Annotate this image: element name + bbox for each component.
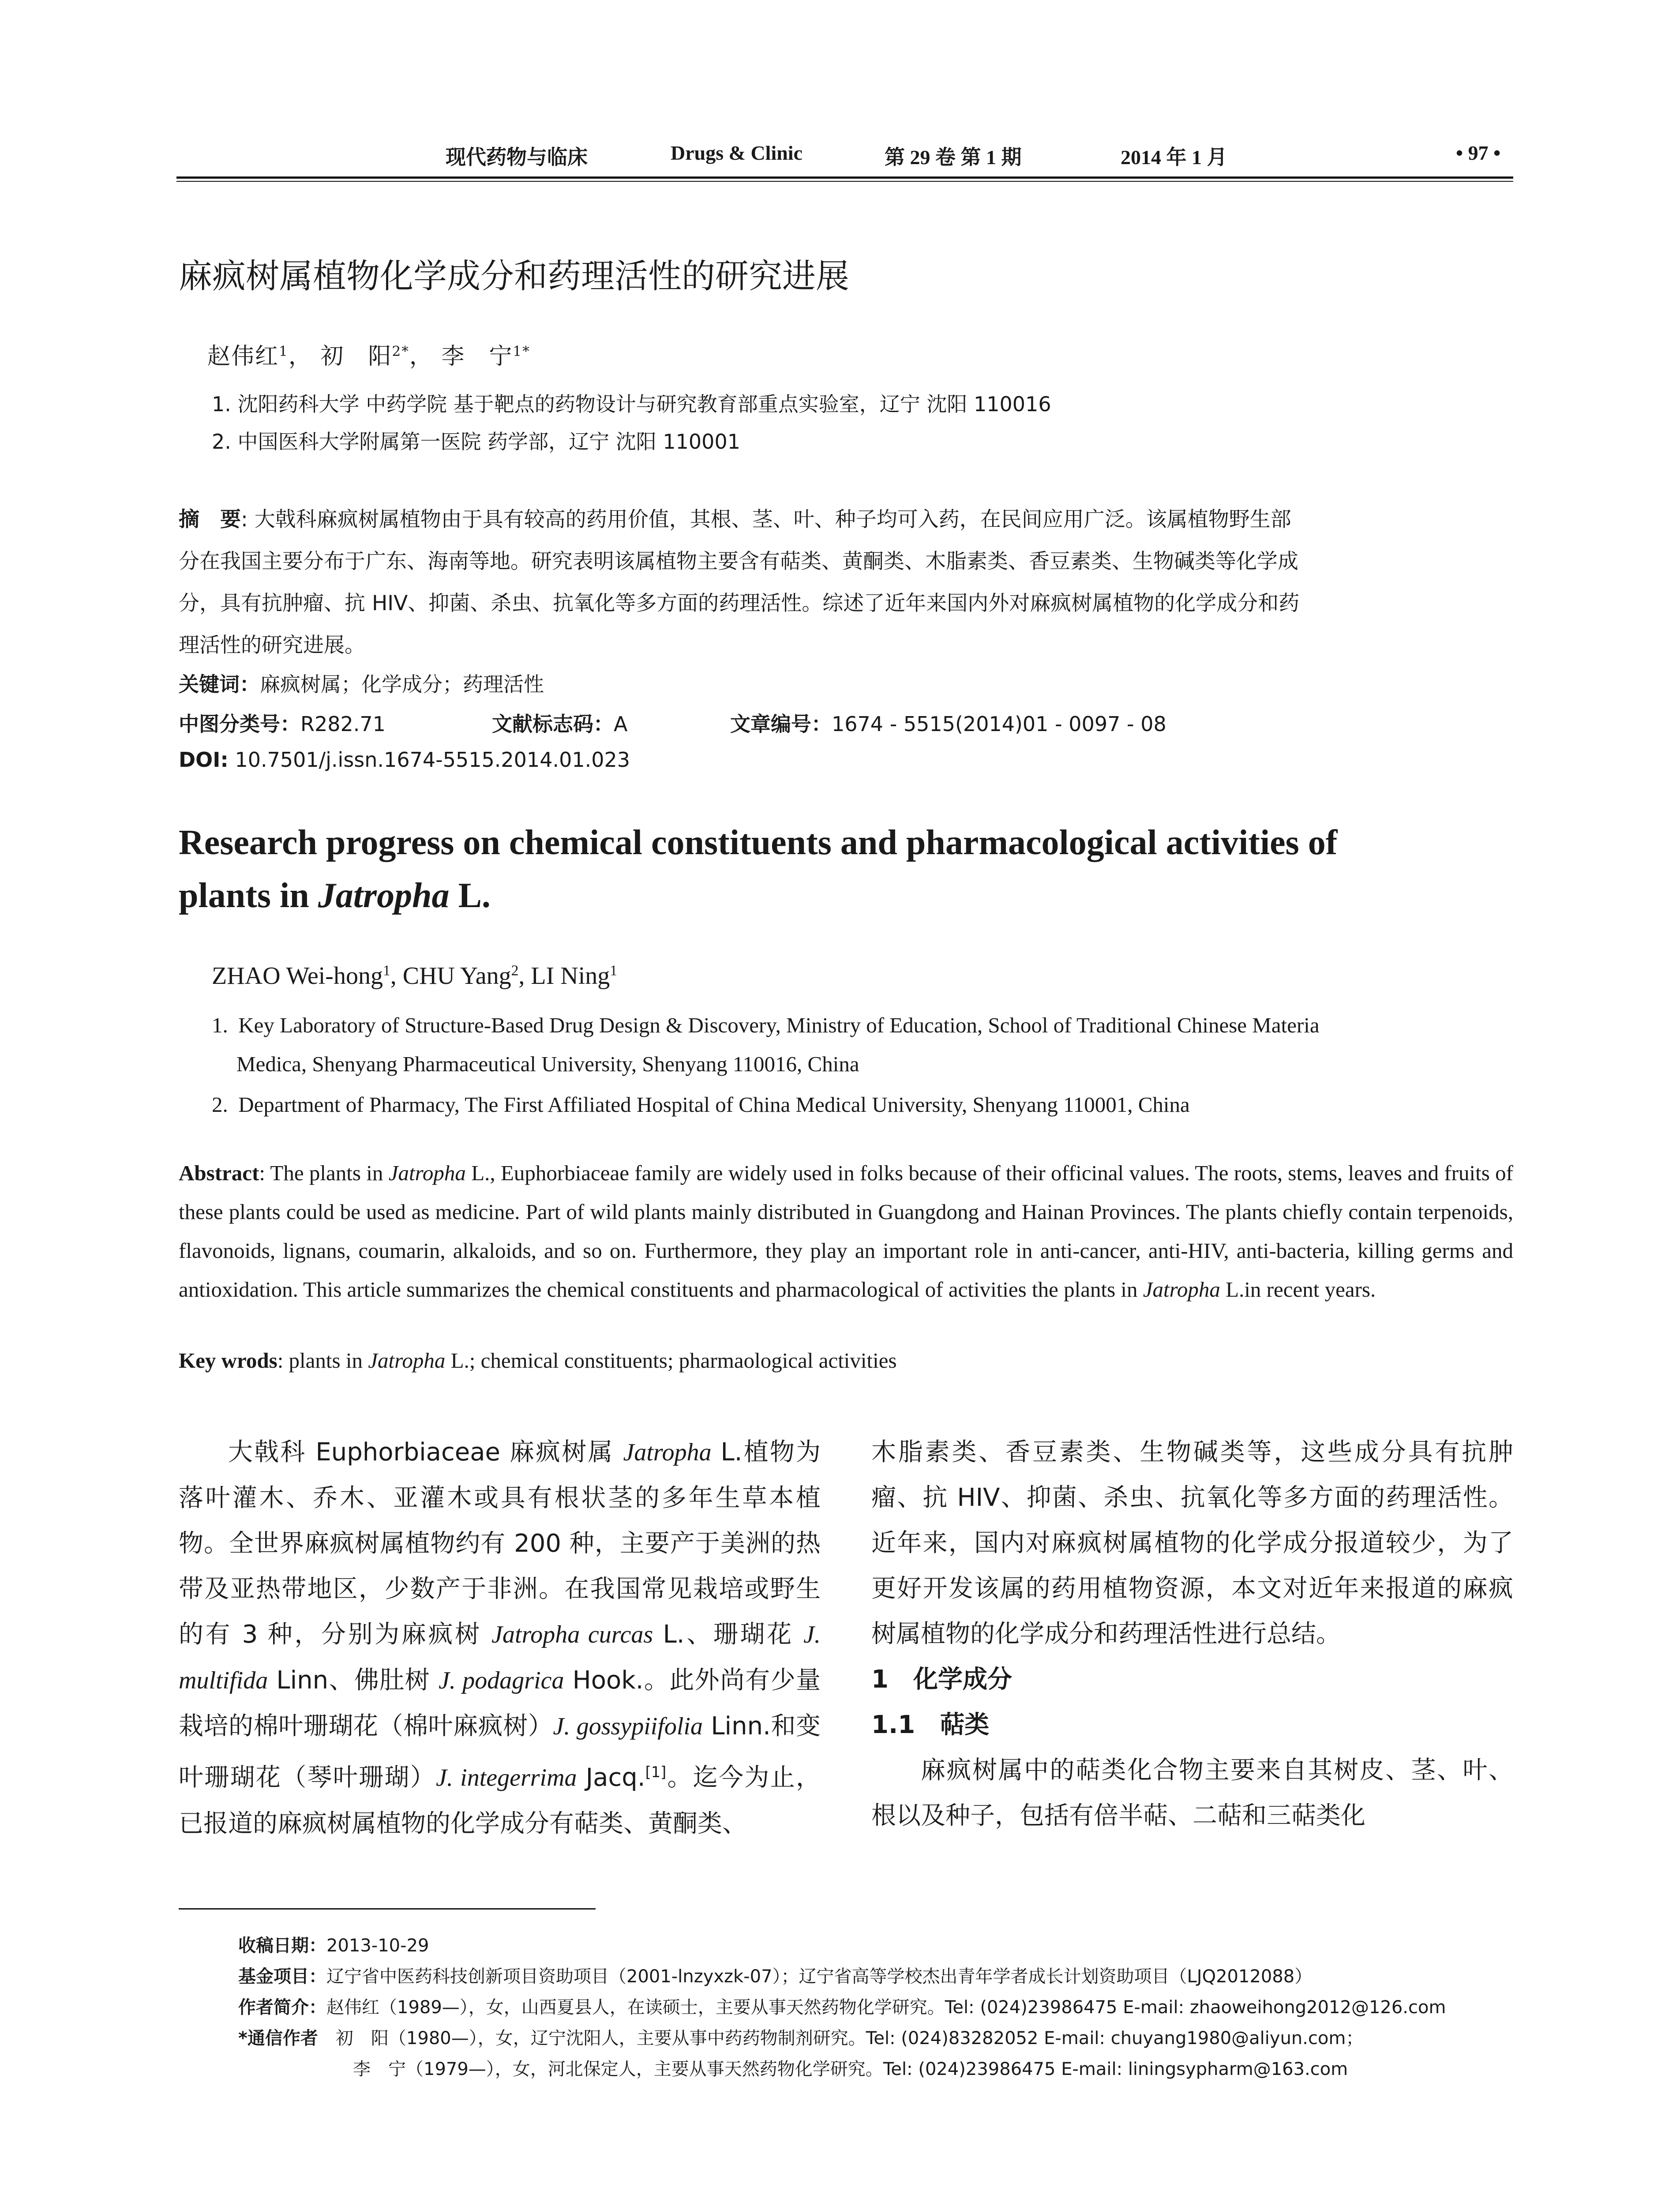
body-right-column [871, 1429, 1513, 1838]
en-keywords: Key wrods: plants in Jatropha L.; chemical constituents; pharmaological activities [179, 1348, 897, 1373]
section-heading: 1 化学成分 [871, 1665, 1012, 1694]
doi [179, 748, 630, 772]
header-journal-en: Drugs & Clinic [671, 142, 802, 164]
cn-abstract [179, 499, 1511, 666]
en-affiliation-2: 2. Department of Pharmacy, The First Affiliated Hospital of China Medical University, Shenyang 110001, China [212, 1092, 1190, 1117]
cn-abstract-line: 分在我国主要分布于广东、海南等地。研究表明该属植物主要含有萜类、黄酮类、木脂素类、香豆素类、生物碱类等化学成 [179, 549, 1298, 574]
cn-authors: 赵伟红$^1$， 初 阳$^{2*}$， 李 宁$^{1*}$ [207, 343, 530, 370]
footnote-corresponding: *通信作者 初 阳（1980—），女，辽宁沈阳人，主要从事中药药物制剂研究。Tel: (024)83282052 E-mail: chuyang1980@aliyun.com； [238, 2028, 1364, 2048]
header-page-number: • 97 • [1456, 142, 1501, 164]
cn-abstract-label: 摘 要 [179, 507, 241, 532]
citation-ref[interactable]: [1] [645, 1763, 667, 1781]
cn-abstract-line: 摘 要: 大戟科麻疯树属植物由于具有较高的药用价值，其根、茎、叶、种子均可入药，在民间应用广泛。该属植物野生部 [179, 507, 1291, 532]
en-abstract: Abstract: The plants in Jatropha L., Euphorbiaceae family are widely used in folks because of their officinal values. The roots, stems, leaves and fruits of these plants could be used as medicine. Part of wild plants mainly distributed in Guangdong and Hainan Provinces. The plants chiefly contain terpenoids, flavonoids, lignans, coumarin, alkaloids, and so on. Furthermore, they play an important role in anti-cancer, anti-HIV, anti-bacteria, killing germs and antioxidation. This article summarizes the chemical constituents and pharmacological of activities the plants in Jatropha L.in recent years. [179, 1161, 1513, 1302]
cn-article-no [730, 708, 1166, 737]
en-affiliation-1: 1. Key Laboratory of Structure-Based Drug Design & Discovery, Ministry of Education, School of Traditional Chinese Materia Medica, Shenyang Pharmaceutical University, Shenyang 110016, China [212, 1013, 1320, 1076]
cn-author-name: 赵伟红 [207, 343, 279, 370]
cn-author-name: 李 宁 [441, 343, 513, 370]
header-volume-issue: 第 29 卷 第 1 期 [885, 146, 1022, 169]
doc-code-label: 文献标志码： [492, 712, 614, 736]
cn-doc-code [492, 708, 627, 737]
cn-affiliation-1: 1. 沈阳药科大学 中药学院 基于靶点的药物设计与研究教育部重点实验室，辽宁 沈阳 110016 [212, 392, 1051, 416]
footnote-rule [179, 1908, 596, 1910]
en-abstract-label: Abstract [179, 1161, 259, 1185]
cn-keywords-value: 麻疯树属；化学成分；药理活性 [260, 672, 544, 696]
body-paragraph: 大戟科 Euphorbiaceae 麻疯树属 Jatropha L.植物为落叶灌木、乔木、亚灌木或具有根状茎的多年生草本植物。全世界麻疯树属植物约有 200 种，主要产于美洲的热带及亚热带地区，少数产于非洲。在我国常见栽培或野生的有 3 种，分别为麻疯树 Jatropha curcas L.、珊瑚花 J. multifida Linn、佛肚树 J. podagrica Hook.。此外尚有少量栽培的棉叶珊瑚花（棉叶麻疯树）J. gossypiifolia Linn.和变叶珊瑚花（琴叶珊瑚）J. integerrima Jacq.[1]。迄今为止，已报道的麻疯树属植物的化学成分有萜类、黄酮类、 [179, 1438, 821, 1838]
doi-value[interactable]: 10.7501/j.issn.1674-5515.2014.01.023 [235, 748, 630, 772]
clc-value: R282.71 [300, 712, 386, 736]
en-author-name: CHU Yang [402, 962, 511, 990]
cn-keywords [179, 668, 544, 698]
doc-code-value: A [614, 712, 628, 736]
en-author-name: ZHAO Wei-hong [212, 962, 383, 990]
en-title [179, 816, 1515, 922]
en-keywords-label: Key wrods [179, 1348, 278, 1373]
cn-abstract-line: 理活性的研究进展。 [179, 633, 365, 657]
header-rule-thin [176, 181, 1513, 182]
en-author-name: LI Ning [531, 962, 610, 990]
body-paragraph: 木脂素类、香豆素类、生物碱类等，这些成分具有抗肿瘤、抗 HIV、抑菌、杀虫、抗氧化等多方面的药理活性。近年来，国内对麻疯树属植物的化学成分报道较少，为了更好开发该属的药用植物资源，本文对近年来报道的麻疯树属植物的化学成分和药理活性进行总结。 [871, 1438, 1513, 1648]
subsection-heading: 1.1 萜类 [871, 1711, 990, 1739]
cn-keywords-label: 关键词： [179, 672, 260, 696]
doi-label: DOI: [179, 748, 229, 772]
en-title-line: Research progress on chemical constituents and pharmacological activities of [179, 823, 1338, 862]
clc-label: 中图分类号： [179, 712, 300, 736]
footnote-received: 收稿日期：2013-10-29 [238, 1936, 429, 1956]
en-title-line: plants in Jatropha L. [179, 876, 491, 915]
header-rule [176, 176, 1513, 179]
footnote-fund: 基金项目：辽宁省中医药科技创新项目资助项目（2001-lnzyxzk-07）；辽宁省高等学校杰出青年学者成长计划资助项目（LJQ2012088） [238, 1966, 1312, 1987]
cn-author-name: 初 阳 [320, 343, 392, 370]
cn-author-sup: 1* [513, 343, 530, 360]
header-journal-cn: 现代药物与临床 [446, 146, 588, 169]
cn-clc [179, 708, 386, 737]
header-date: 2014 年 1 月 [1121, 146, 1227, 169]
cn-affiliation-2: 2. 中国医科大学附属第一医院 药学部，辽宁 沈阳 110001 [212, 430, 740, 454]
article-no-label: 文章编号： [730, 712, 832, 736]
footnote-author: 作者简介：赵伟红（1989—），女，山西夏县人，在读硕士，主要从事天然药物化学研究。Tel: (024)23986475 E-mail: zhaoweihong2012@126.com [238, 1997, 1446, 2018]
body-paragraph: 麻疯树属中的萜类化合物主要来自其树皮、茎、叶、根以及种子，包括有倍半萜、二萜和三萜类化 [871, 1756, 1513, 1830]
footnote-corresponding-2: 李 宁（1979—），女，河北保定人，主要从事天然药物化学研究。Tel: (024)23986475 E-mail: liningsypharm@163.com [353, 2059, 1348, 2079]
cn-author-sup: 2* [392, 343, 409, 360]
cn-author-sup: 1 [279, 343, 289, 360]
article-no-value: 1674 - 5515(2014)01 - 0097 - 08 [832, 712, 1166, 736]
cn-abstract-line: 分，具有抗肿瘤、抗 HIV、抑菌、杀虫、抗氧化等多方面的药理活性。综述了近年来国内外对麻疯树属植物的化学成分和药 [179, 591, 1300, 615]
body-left-column [179, 1429, 821, 1846]
cn-title: 麻疯树属植物化学成分和药理活性的研究进展 [179, 256, 849, 296]
en-authors: ZHAO Wei-hong$^1$, CHU Yang$^2$, LI Ning$^1$ [212, 962, 618, 990]
